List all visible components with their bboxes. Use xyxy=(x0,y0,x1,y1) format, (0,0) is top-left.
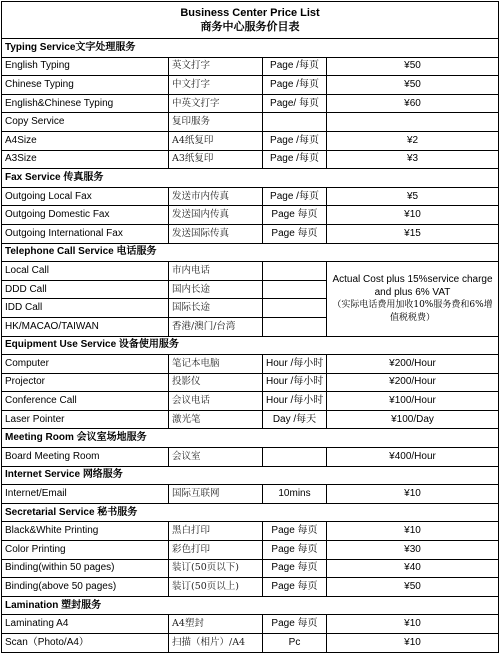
service-unit: Hour /每小时 xyxy=(263,392,327,411)
service-row xyxy=(2,578,499,597)
section-header: Equipment Use Service 设备使用服务 xyxy=(2,336,499,355)
service-unit xyxy=(263,448,327,467)
service-price: ¥10 xyxy=(327,634,499,653)
service-name-en: A3Size xyxy=(2,150,169,169)
service-name-zh: A3纸复印 xyxy=(169,150,263,169)
service-unit: Hour /每小时 xyxy=(263,373,327,392)
service-name-en: Chinese Typing xyxy=(2,76,169,95)
service-price: ¥2 xyxy=(327,131,499,150)
section-header-row xyxy=(2,336,499,355)
service-name-en: Outgoing Local Fax xyxy=(2,187,169,206)
service-price: ¥200/Hour xyxy=(327,373,499,392)
telephone-charge-note xyxy=(327,262,499,336)
service-unit: Page 每页 xyxy=(263,541,327,560)
section-header: Fax Service 传真服务 xyxy=(2,169,499,188)
service-name-en: Computer xyxy=(2,355,169,374)
service-unit: 10mins xyxy=(263,485,327,504)
section-header-row xyxy=(2,503,499,522)
service-price: ¥15 xyxy=(327,224,499,243)
section-header-row xyxy=(2,466,499,485)
section-header: Typing Service文字处理服务 xyxy=(2,39,499,58)
service-price: ¥100/Hour xyxy=(327,392,499,411)
service-name-en: Conference Call xyxy=(2,392,169,411)
service-unit: Page /每页 xyxy=(263,57,327,76)
service-row xyxy=(2,615,499,634)
service-unit: Hour /每小时 xyxy=(263,355,327,374)
service-row xyxy=(2,485,499,504)
title-row xyxy=(2,2,499,39)
section-header: Secretarial Service 秘书服务 xyxy=(2,503,499,522)
service-name-zh: 发送国际传真 xyxy=(169,224,263,243)
service-name-zh: 投影仪 xyxy=(169,373,263,392)
service-unit: Page /每页 xyxy=(263,187,327,206)
service-name-zh: 发送市内传真 xyxy=(169,187,263,206)
service-row xyxy=(2,392,499,411)
service-unit xyxy=(263,299,327,318)
document-title xyxy=(2,2,499,39)
service-unit: Page/ 每页 xyxy=(263,94,327,113)
service-name-zh: 发送国内传真 xyxy=(169,206,263,225)
service-price: ¥50 xyxy=(327,57,499,76)
service-price: ¥60 xyxy=(327,94,499,113)
service-name-en: English Typing xyxy=(2,57,169,76)
section-header: Lamination 塑封服务 xyxy=(2,596,499,615)
service-price xyxy=(327,113,499,132)
service-name-en: Laminating A4 xyxy=(2,615,169,634)
service-name-zh: 复印服务 xyxy=(169,113,263,132)
service-name-en: A4Size xyxy=(2,131,169,150)
service-name-zh: 装订(50页以下) xyxy=(169,559,263,578)
service-unit xyxy=(263,280,327,299)
service-name-zh: 扫描（相片）/A4 xyxy=(169,634,263,653)
service-name-en: Outgoing Domestic Fax xyxy=(2,206,169,225)
section-header: Meeting Room 会议室场地服务 xyxy=(2,429,499,448)
service-unit: Page 每页 xyxy=(263,224,327,243)
service-price: ¥10 xyxy=(327,485,499,504)
service-row xyxy=(2,224,499,243)
service-name-zh: A4塑封 xyxy=(169,615,263,634)
service-unit xyxy=(263,113,327,132)
service-name-en: Scan（Photo/A4） xyxy=(2,634,169,653)
section-header: Telephone Call Service 电话服务 xyxy=(2,243,499,262)
service-unit xyxy=(263,317,327,336)
service-price: ¥100/Day xyxy=(327,410,499,429)
service-name-zh: 中英文打字 xyxy=(169,94,263,113)
service-row xyxy=(2,522,499,541)
service-unit: Page /每页 xyxy=(263,76,327,95)
service-row xyxy=(2,634,499,653)
service-row xyxy=(2,131,499,150)
price-list-table xyxy=(1,1,499,653)
service-unit: Page /每页 xyxy=(263,131,327,150)
service-row xyxy=(2,541,499,560)
service-name-zh: 装订(50页以上) xyxy=(169,578,263,597)
service-row xyxy=(2,206,499,225)
service-row xyxy=(2,559,499,578)
service-unit: Page 每页 xyxy=(263,615,327,634)
service-name-en: Laser Pointer xyxy=(2,410,169,429)
service-price: ¥10 xyxy=(327,522,499,541)
service-price: ¥3 xyxy=(327,150,499,169)
service-unit: Pc xyxy=(263,634,327,653)
service-name-en: Black&White Printing xyxy=(2,522,169,541)
service-name-zh: 英文打字 xyxy=(169,57,263,76)
service-price: ¥50 xyxy=(327,76,499,95)
service-price: ¥400/Hour xyxy=(327,448,499,467)
service-name-en: Projector xyxy=(2,373,169,392)
service-price: ¥30 xyxy=(327,541,499,560)
service-price: ¥5 xyxy=(327,187,499,206)
service-name-zh: 市内电话 xyxy=(169,262,263,281)
section-header-row xyxy=(2,169,499,188)
service-row xyxy=(2,262,499,281)
service-row xyxy=(2,113,499,132)
service-name-en: HK/MACAO/TAIWAN xyxy=(2,317,169,336)
service-name-zh: 国际互联网 xyxy=(169,485,263,504)
service-name-zh: 会议室 xyxy=(169,448,263,467)
service-name-en: Internet/Email xyxy=(2,485,169,504)
service-row xyxy=(2,448,499,467)
service-row xyxy=(2,57,499,76)
service-unit: Page 每页 xyxy=(263,206,327,225)
charge-note-en: Actual Cost plus 15%service charge and plus 6% VAT xyxy=(332,273,493,298)
service-row xyxy=(2,187,499,206)
service-price: ¥10 xyxy=(327,615,499,634)
service-unit: Page 每页 xyxy=(263,522,327,541)
section-header: Internet Service 网络服务 xyxy=(2,466,499,485)
title-zh: 商务中心服务价目表 xyxy=(200,21,300,33)
service-name-zh: A4纸复印 xyxy=(169,131,263,150)
service-unit: Page /每页 xyxy=(263,150,327,169)
section-header-row xyxy=(2,39,499,58)
service-name-zh: 黑白打印 xyxy=(169,522,263,541)
service-unit: Page 每页 xyxy=(263,578,327,597)
section-header-row xyxy=(2,429,499,448)
service-name-en: Local Call xyxy=(2,262,169,281)
service-name-zh: 中文打字 xyxy=(169,76,263,95)
service-name-en: Binding(within 50 pages) xyxy=(2,559,169,578)
service-name-zh: 彩色打印 xyxy=(169,541,263,560)
service-unit xyxy=(263,262,327,281)
service-row xyxy=(2,373,499,392)
service-name-en: Board Meeting Room xyxy=(2,448,169,467)
service-name-zh: 会议电话 xyxy=(169,392,263,411)
service-name-zh: 笔记本电脑 xyxy=(169,355,263,374)
service-row xyxy=(2,76,499,95)
service-price: ¥40 xyxy=(327,559,499,578)
service-name-en: Copy Service xyxy=(2,113,169,132)
service-name-en: Binding(above 50 pages) xyxy=(2,578,169,597)
section-header-row xyxy=(2,596,499,615)
service-name-en: IDD Call xyxy=(2,299,169,318)
service-name-zh: 国内长途 xyxy=(169,280,263,299)
service-name-zh: 国际长途 xyxy=(169,299,263,318)
service-row xyxy=(2,150,499,169)
service-price: ¥50 xyxy=(327,578,499,597)
charge-note-zh: （实际电话费用加收10%服务费和6%增值税税费） xyxy=(332,299,493,323)
service-row xyxy=(2,410,499,429)
title-en: Business Center Price List xyxy=(180,7,320,19)
service-name-en: Color Printing xyxy=(2,541,169,560)
service-price: ¥200/Hour xyxy=(327,355,499,374)
service-name-zh: 香港/澳门/台湾 xyxy=(169,317,263,336)
service-name-en: English&Chinese Typing xyxy=(2,94,169,113)
service-name-en: Outgoing International Fax xyxy=(2,224,169,243)
section-header-row xyxy=(2,243,499,262)
service-name-en: DDD Call xyxy=(2,280,169,299)
service-name-zh: 激光笔 xyxy=(169,410,263,429)
service-unit: Day /每天 xyxy=(263,410,327,429)
service-unit: Page 每页 xyxy=(263,559,327,578)
service-price: ¥10 xyxy=(327,206,499,225)
service-row xyxy=(2,355,499,374)
service-row xyxy=(2,94,499,113)
